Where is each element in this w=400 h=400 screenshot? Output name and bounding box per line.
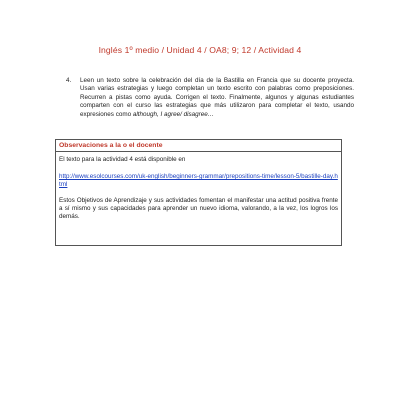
page-header-title: Inglés 1º medio / Unidad 4 / OA8; 9; 12 / Actividad 4 (98, 45, 302, 55)
observations-intro: El texto para la actividad 4 está disponible en (59, 156, 186, 164)
observations-paragraph: Estos Objetivos de Aprendizaje y sus actividades fomentan el manifestar una actitud positiva frente a sí mismo y sus capacidades para aprender un nuevo idioma, valorando, a la vez, los logros los demás. (59, 196, 338, 221)
observations-divider (56, 151, 341, 152)
activity-text (80, 77, 354, 119)
activity-text-italic: although, I agree/ disagree… (132, 110, 215, 118)
observations-box (55, 139, 342, 246)
activity-number: 4. (66, 77, 72, 84)
activity-item (66, 77, 354, 119)
bastille-day-link[interactable]: http://www.esolcourses.com/uk-english/beginners-grammar/prepositions-time/lesson-5/bastille-day.html (59, 172, 338, 189)
observations-title: Observaciones a la o el docente (59, 142, 163, 149)
activity-text-main: Leen un texto sobre la celebración del día de la Bastilla en Francia que su docente proyecta. Usan varias estrategias y luego completan un texto escrito con palabras como preposiciones. Recurren a pistas como ayuda. Corrigen el texto. Finalmente, algunos y algunas estudiantes comparten con el curso las estrategias que más utilizaron para completar el texto, usando expresiones como (80, 77, 354, 118)
